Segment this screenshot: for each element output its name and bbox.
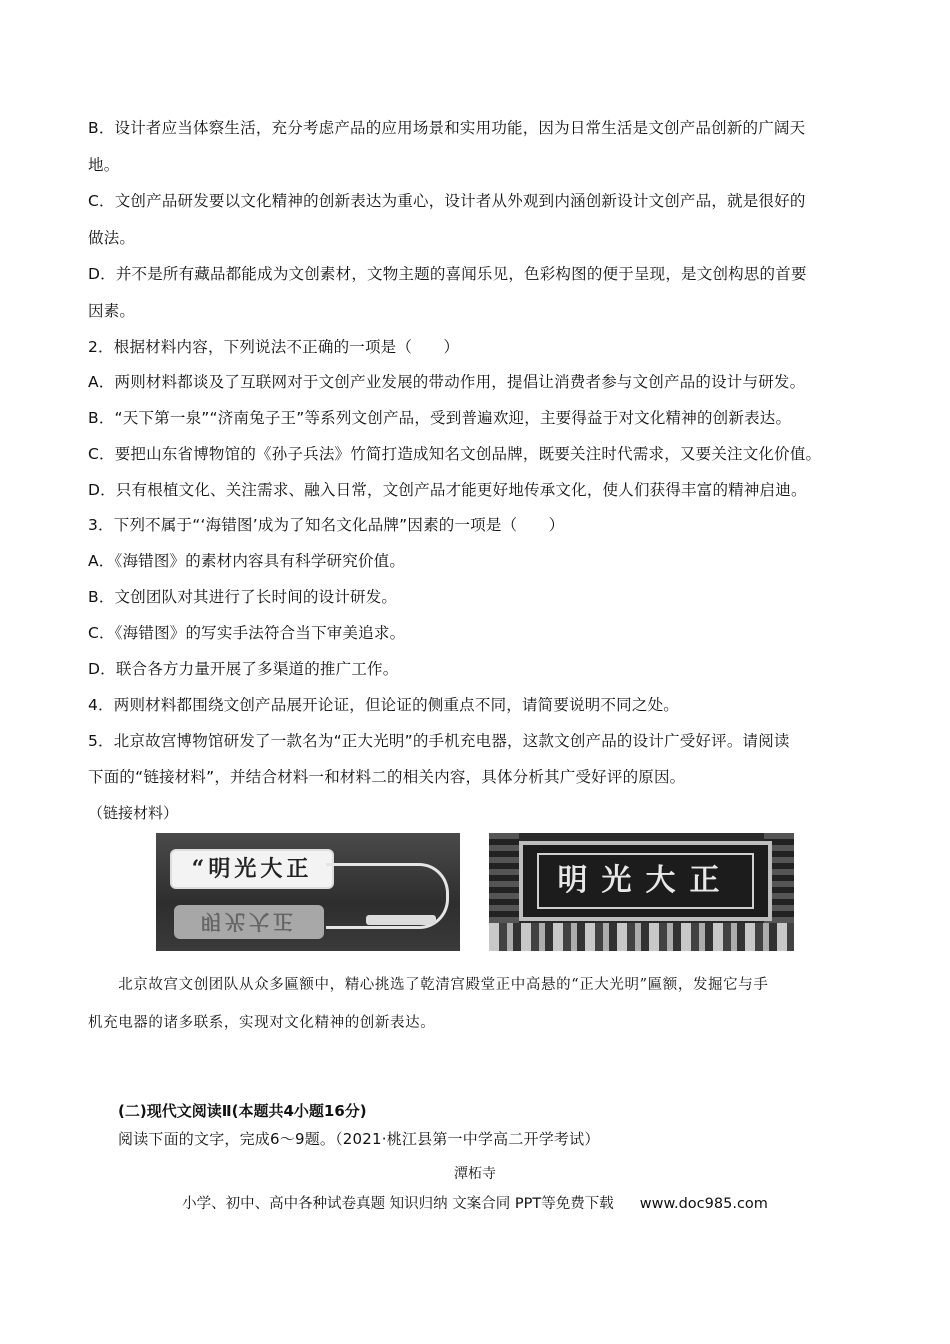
q2-option-a: A．两则材料都谈及了互联网对于文创产业发展的带动作用，提倡让消费者参与文创产品的设计与研发。 xyxy=(88,373,806,391)
q3-option-a: A．《海错图》的素材内容具有科学研究价值。 xyxy=(88,552,406,570)
q3-option-c: C．《海错图》的写实手法符合当下审美追求。 xyxy=(88,624,406,642)
q2-option-c: C．要把山东省博物馆的《孙子兵法》竹简打造成知名文创品牌，既要关注时代需求，又要关注文化价值。 xyxy=(88,445,822,463)
plaque-inscription: 明光大正 xyxy=(537,853,754,909)
option-b-line-1: B．设计者应当体察生活，充分考虑产品的应用场景和实用功能，因为日常生活是文创产品创新的广阔天 xyxy=(88,119,806,137)
charger-reflection: 明光大正 xyxy=(174,905,324,939)
section-title: (二)现代文阅读Ⅱ(本题共4小题16分) xyxy=(118,1102,367,1120)
q3-option-d: D．联合各方力量开展了多渠道的推广工作。 xyxy=(88,660,399,678)
plaque-ornament-left xyxy=(489,833,519,923)
q2-option-b: B．“天下第一泉”“济南兔子王”等系列文创产品，受到普遍欢迎，主要得益于对文化精神的创新表达。 xyxy=(88,409,792,427)
q2-option-d: D．只有根植文化、关注需求、融入日常，文创产品才能更好地传承文化，使人们获得丰富的精神启迪。 xyxy=(88,481,807,499)
footer-text: 小学、初中、高中各种试卷真题 知识归纳 文案合同 PPT等免费下载 xyxy=(182,1196,614,1212)
link-material-caption: （链接材料） xyxy=(88,804,179,822)
option-c-line-1: C．文创产品研发要以文化精神的创新表达为重心，设计者从外观到内涵创新设计文创产品，就是很好的 xyxy=(88,192,806,210)
palace-plaque-photo xyxy=(489,833,794,951)
option-b-line-2: 地。 xyxy=(88,156,120,174)
option-d-line-2: 因素。 xyxy=(88,302,136,320)
footer-url[interactable]: www.doc985.com xyxy=(639,1196,768,1212)
question-3: 3．下列不属于“‘海错图’成为了知名文化品牌”因素的一项是（ ） xyxy=(88,516,565,534)
question-5-line-1: 5．北京故宫博物馆研发了一款名为“正大光明”的手机充电器，这款文创产品的设计广受好评。请阅读 xyxy=(88,732,790,750)
link-material-text-line-2: 机充电器的诸多联系，实现对文化精神的创新表达。 xyxy=(88,1015,436,1031)
option-c-line-2: 做法。 xyxy=(88,229,136,247)
charger-photo xyxy=(156,833,460,951)
option-d-line-1: D．并不是所有藏品都能成为文创素材，文物主题的喜闻乐见，色彩构图的便于呈现，是文创构思的首要 xyxy=(88,265,807,283)
question-2: 2．根据材料内容，下列说法不正确的一项是（ ） xyxy=(88,338,460,356)
reading-instruction: 阅读下面的文字，完成6～9题。（2021·桃江县第一中学高二开学考试） xyxy=(118,1130,600,1148)
question-4: 4．两则材料都围绕文创产品展开论证，但论证的侧重点不同，请简要说明不同之处。 xyxy=(88,696,679,714)
charger-plug xyxy=(366,915,436,925)
q3-option-b: B．文创团队对其进行了长时间的设计研发。 xyxy=(88,588,398,606)
charger-plaque-label: “明光大正 xyxy=(170,849,334,889)
question-5-line-2: 下面的“链接材料”，并结合材料一和材料二的相关内容，具体分析其广受好评的原因。 xyxy=(88,768,686,786)
page-footer xyxy=(0,1192,950,1213)
link-material-text-line-1: 北京故宫文创团队从众多匾额中，精心挑选了乾清宫殿堂正中高悬的“正大光明”匾额，发掘它与手 xyxy=(88,977,769,993)
plaque-frame xyxy=(519,841,772,921)
plaque-ornament-bottom xyxy=(489,923,794,951)
link-material-images xyxy=(156,833,794,951)
article-title: 潭柘寺 xyxy=(454,1166,496,1182)
